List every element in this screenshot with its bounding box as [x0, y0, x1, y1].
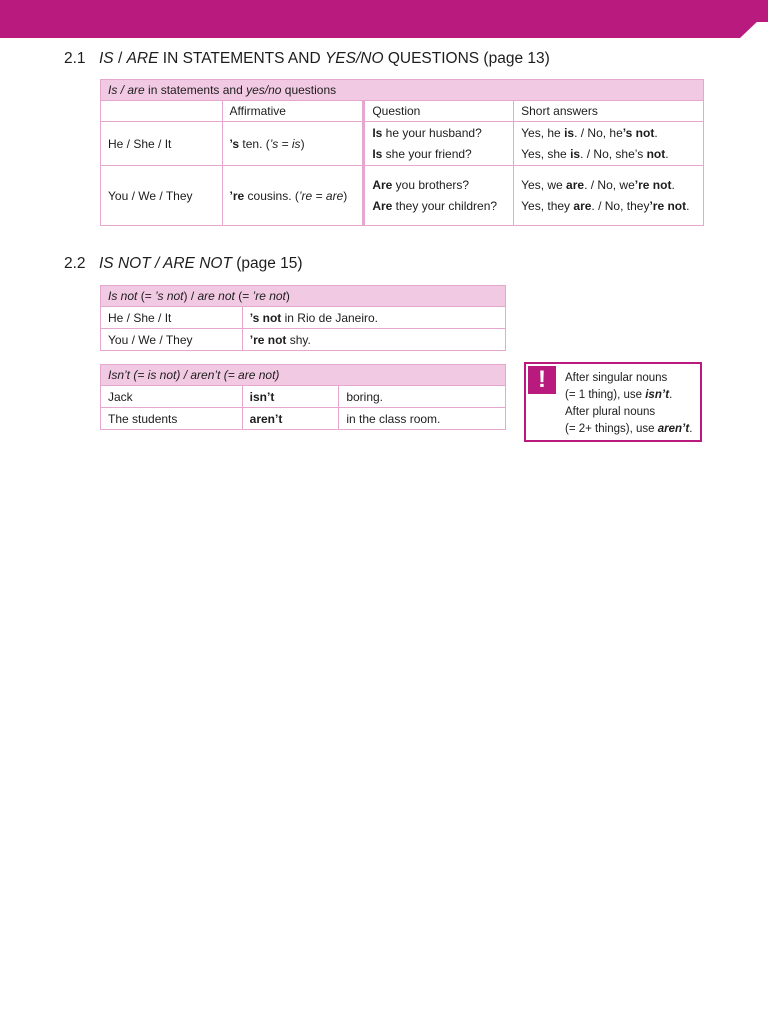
table-row	[101, 386, 506, 408]
top-banner	[0, 0, 768, 38]
table-header-row	[101, 286, 506, 307]
affirmative-cell: ’s ten. (’s = is)	[222, 122, 364, 166]
verb-cell: ’re not shy.	[242, 329, 505, 351]
verb-cell: isn’t	[242, 386, 339, 408]
table-heading: Is not (= ’s not) / are not (= ’re not)	[101, 286, 506, 307]
subject-cell: The students	[101, 408, 243, 430]
column-header	[101, 101, 223, 122]
subject-cell: You / We / They	[101, 166, 223, 226]
question-cell: Is he your husband? Is she your friend?	[364, 122, 514, 166]
table-heading: Isn’t (= is not) / aren’t (= are not)	[101, 365, 506, 386]
affirmative-cell: ’re cousins. (’re = are)	[222, 166, 364, 226]
short-answer-cell: Yes, he is. / No, he’s not. Yes, she is. / No, she’s not.	[514, 122, 704, 166]
section-2-2-title: 2.2 IS NOT / ARE NOT (page 15)	[64, 255, 303, 272]
table-row	[101, 408, 506, 430]
is-not-are-not-table	[100, 285, 506, 351]
verb-cell: ’s not in Rio de Janeiro.	[242, 307, 505, 329]
isnt-arent-table	[100, 364, 506, 430]
note-text: After singular nouns (= 1 thing), use isn’t. After plural nouns (= 2+ things), use aren’t.	[565, 372, 693, 435]
complement-cell: boring.	[339, 386, 506, 408]
usage-note	[524, 362, 702, 442]
subject-cell: He / She / It	[101, 307, 243, 329]
table-heading: Is / are in statements and yes/no questions	[101, 80, 704, 101]
subject-cell: He / She / It	[101, 122, 223, 166]
table-row	[101, 307, 506, 329]
column-header-row	[101, 101, 704, 122]
subject-cell: You / We / They	[101, 329, 243, 351]
table-header-row	[101, 80, 704, 101]
is-are-table	[100, 79, 704, 226]
column-header: Short answers	[514, 101, 704, 122]
column-header: Affirmative	[222, 101, 364, 122]
section-2-1-title: 2.1 IS / ARE IN STATEMENTS AND YES/NO QUESTIONS (page 13)	[64, 50, 550, 67]
complement-cell: in the class room.	[339, 408, 506, 430]
question-cell: Are you brothers? Are they your children?	[364, 166, 514, 226]
section-number: 2.2	[64, 255, 86, 272]
table-row	[101, 122, 704, 166]
section-number: 2.1	[64, 50, 86, 67]
table-row	[101, 166, 704, 226]
subject-cell: Jack	[101, 386, 243, 408]
short-answer-cell: Yes, we are. / No, we’re not. Yes, they are. / No, they’re not.	[514, 166, 704, 226]
exclamation-icon: !	[528, 366, 556, 394]
table-row	[101, 329, 506, 351]
verb-cell: aren’t	[242, 408, 339, 430]
column-header: Question	[364, 101, 514, 122]
table-header-row	[101, 365, 506, 386]
